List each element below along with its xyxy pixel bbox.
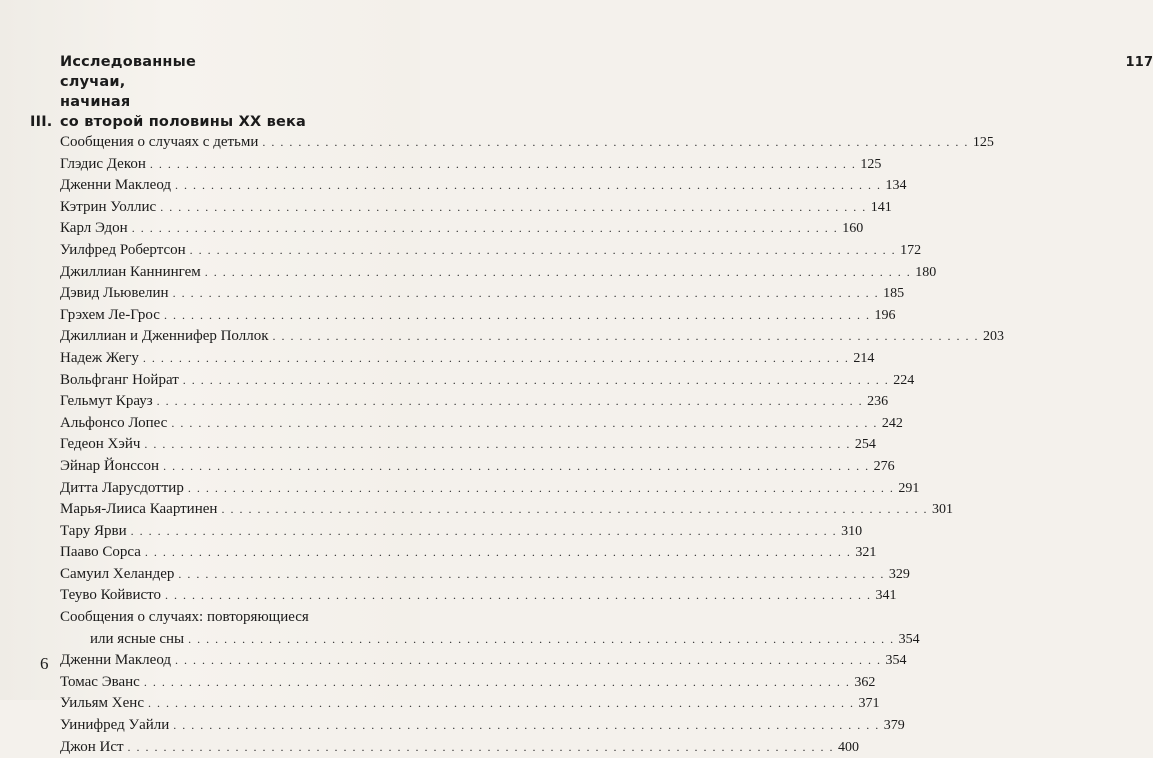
toc-entry[interactable]: Грэхем Ле-Грос . . . 196 (60, 305, 392, 327)
toc-entry[interactable]: Пааво Сорса . . . 321 (60, 542, 392, 564)
section-page: 117 (1126, 53, 1153, 73)
toc-entry[interactable]: Уильям Хенс . . . 371 (60, 693, 392, 715)
toc-entry[interactable]: Марья-Лииса Каартинен . . . 301 (60, 499, 392, 521)
toc-entry[interactable]: Эйнар Йонссон . . . 276 (60, 456, 392, 478)
toc-entry[interactable]: Уилфред Робертсон . . . 172 (60, 240, 392, 262)
section-number: III. (30, 112, 60, 132)
toc-entry[interactable]: Тару Ярви . . . 310 (60, 521, 392, 543)
toc-entry[interactable]: Альфонсо Лопес . . . 242 (60, 413, 392, 435)
entries-list (30, 132, 392, 758)
toc-entry-multiline[interactable]: Сообщения о случаях: повторяющиеся или ясные сны . . . 354 (60, 607, 392, 650)
toc-entry[interactable]: Вольфганг Нойрат . . . 224 (60, 370, 392, 392)
section-heading (30, 52, 392, 132)
toc-entry[interactable]: Гельмут Крауз . . . 236 (60, 391, 392, 413)
toc-entry[interactable]: Дэвид Льювелин . . . 185 (60, 283, 392, 305)
section-title-line2: со второй половины XX века (60, 112, 1153, 132)
toc-entry[interactable]: Сообщения о случаях с детьми . . . 125 (60, 132, 392, 154)
toc-entry[interactable]: Кэтрин Уоллис . . . 141 (60, 197, 392, 219)
page-number: 6 (40, 654, 49, 674)
section-title-line1: Исследованные случаи, начиная (60, 52, 196, 112)
toc-entry[interactable]: Джон Ист . . . 400 (60, 737, 392, 758)
toc-entry[interactable]: Дженни Маклеод . . . 354 (60, 650, 392, 672)
toc-entry[interactable]: Надеж Жегу . . . 214 (60, 348, 392, 370)
toc-entry[interactable]: Карл Эдон . . . 160 (60, 218, 392, 240)
toc-entry[interactable]: Джиллиан Каннингем . . . 180 (60, 262, 392, 284)
toc-entry[interactable]: Дженни Маклеод . . . 134 (60, 175, 392, 197)
toc-entry[interactable]: Самуил Хеландер . . . 329 (60, 564, 392, 586)
toc-entry[interactable]: Гедеон Хэйч . . . 254 (60, 434, 392, 456)
toc-entry[interactable]: Дитта Ларусдоттир . . . 291 (60, 478, 392, 500)
toc-entry[interactable]: Глэдис Декон . . . 125 (60, 154, 392, 176)
toc-entry[interactable]: Томас Эванс . . . 362 (60, 672, 392, 694)
toc-entry[interactable]: Джиллиан и Дженнифер Поллок . . . 203 (60, 326, 392, 348)
book-page (0, 0, 420, 700)
toc-entry[interactable]: Уинифред Уайли . . . 379 (60, 715, 392, 737)
table-of-contents (30, 52, 392, 758)
toc-entry[interactable]: Теуво Койвисто . . . 341 (60, 585, 392, 607)
